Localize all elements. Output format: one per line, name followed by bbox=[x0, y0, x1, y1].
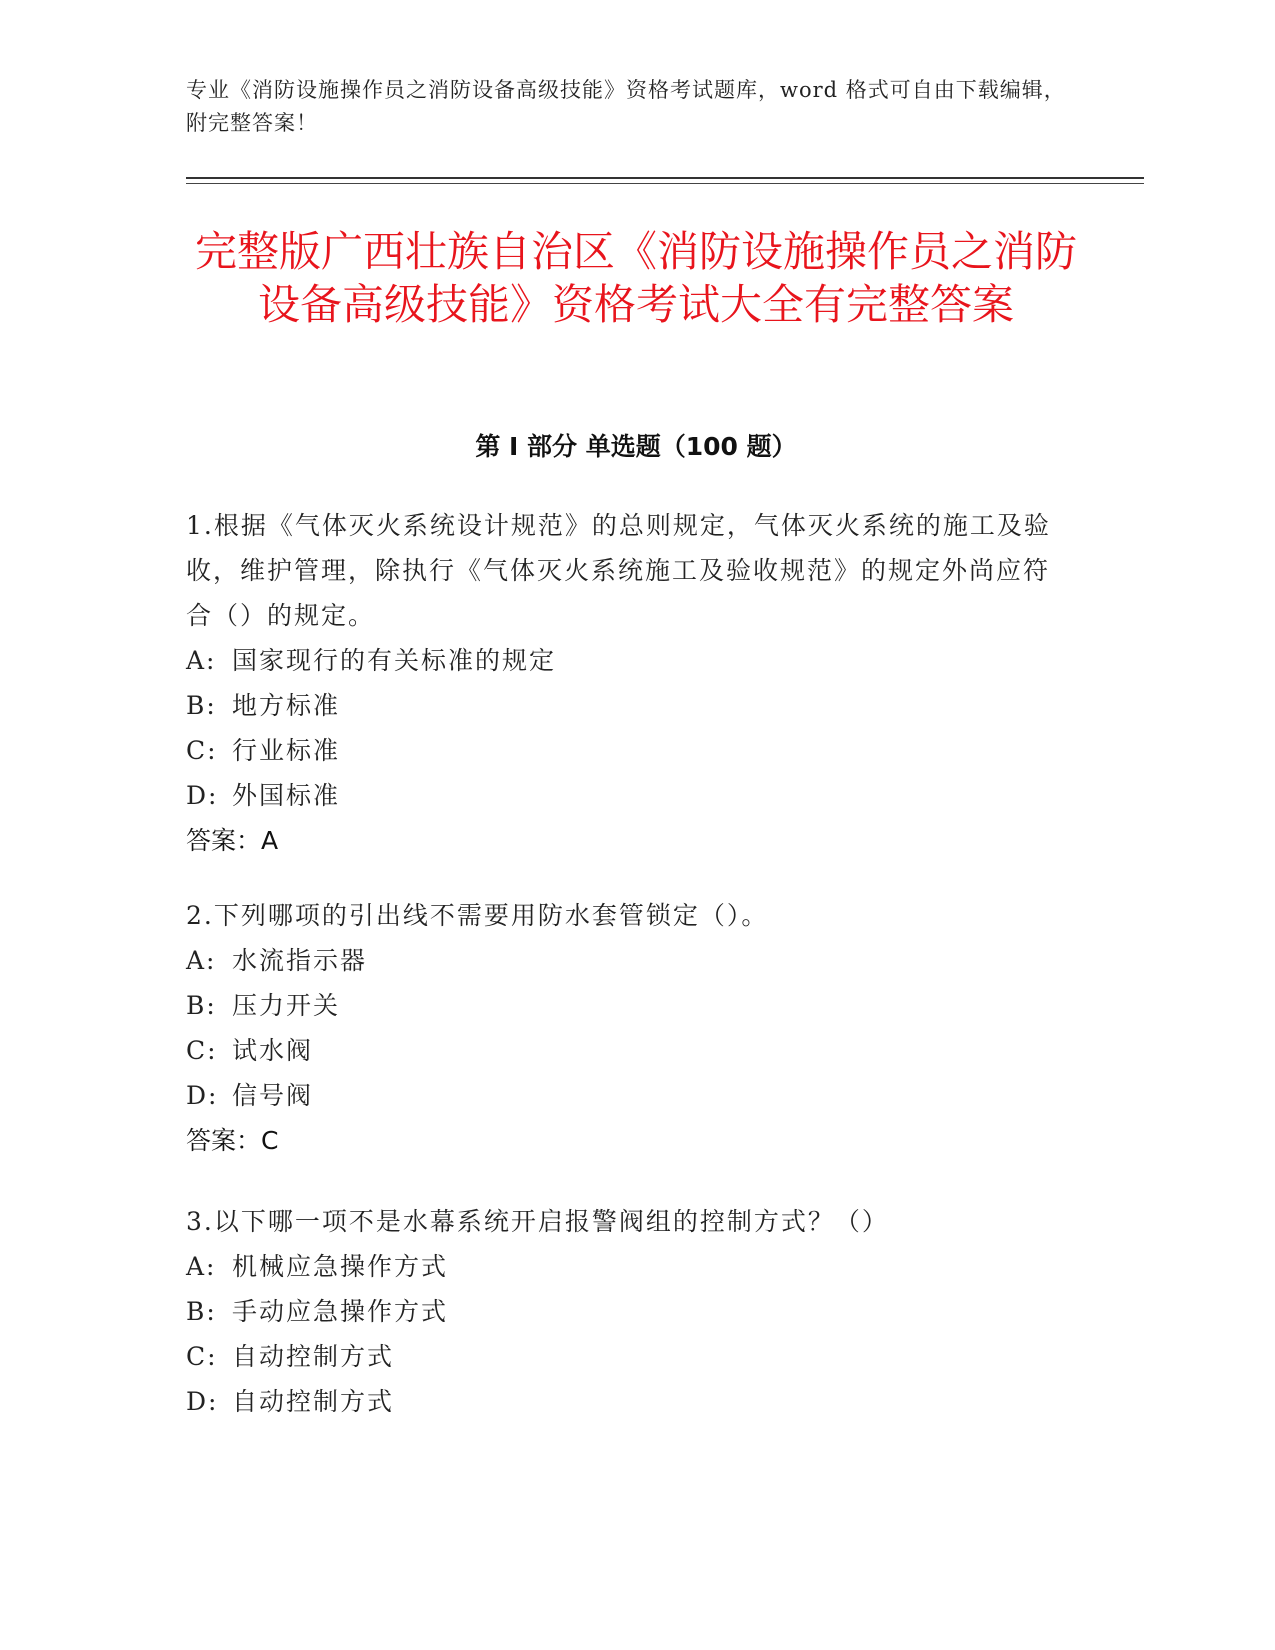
question-1 bbox=[186, 503, 1066, 863]
option-text: 行业标准 bbox=[232, 736, 341, 765]
option-letter: D: bbox=[186, 781, 219, 810]
option-letter: D: bbox=[186, 1387, 219, 1416]
answer: 答案：A bbox=[186, 826, 279, 855]
option-letter: B: bbox=[186, 691, 217, 720]
document-title: 完整版广西壮族自治区《消防设施操作员之消防设备高级技能》资格考试大全有完整答案 bbox=[194, 227, 1077, 329]
option-text: 压力开关 bbox=[232, 991, 341, 1020]
option-letter: C: bbox=[186, 736, 218, 765]
question-text: 3.以下哪一项不是水幕系统开启报警阀组的控制方式？（） bbox=[186, 1207, 889, 1236]
option-letter: A: bbox=[186, 646, 217, 675]
header-divider-thin bbox=[186, 183, 1144, 184]
question-text: 1.根据《气体灭火系统设计规范》的总则规定，气体灭火系统的施工及验收，维护管理，除执行《气体灭火系统施工及验收规范》的规定外尚应符合（）的规定。 bbox=[186, 511, 1051, 630]
option-a bbox=[186, 1244, 1066, 1289]
question-3 bbox=[186, 1199, 1066, 1424]
option-letter: C: bbox=[186, 1342, 218, 1371]
option-text: 自动控制方式 bbox=[232, 1387, 395, 1416]
option-d bbox=[186, 1379, 1066, 1424]
option-text: 自动控制方式 bbox=[232, 1342, 395, 1371]
option-letter: A: bbox=[186, 1252, 217, 1281]
option-text: 手动应急操作方式 bbox=[232, 1297, 449, 1326]
option-a bbox=[186, 938, 1066, 983]
option-a bbox=[186, 638, 1066, 683]
header-note: 专业《消防设施操作员之消防设备高级技能》资格考试题库，word 格式可自由下载编辑，附完整答案！ bbox=[186, 78, 1066, 135]
option-text: 信号阀 bbox=[232, 1081, 314, 1110]
option-b bbox=[186, 683, 1066, 728]
option-c bbox=[186, 1334, 1066, 1379]
option-text: 国家现行的有关标准的规定 bbox=[232, 646, 557, 675]
option-letter: B: bbox=[186, 1297, 217, 1326]
option-text: 水流指示器 bbox=[232, 946, 368, 975]
question-text: 2.下列哪项的引出线不需要用防水套管锁定（）。 bbox=[186, 901, 769, 930]
option-b bbox=[186, 983, 1066, 1028]
answer: 答案：C bbox=[186, 1126, 279, 1155]
question-2 bbox=[186, 893, 1066, 1163]
header-divider-thick bbox=[186, 177, 1144, 179]
option-text: 机械应急操作方式 bbox=[232, 1252, 449, 1281]
option-text: 试水阀 bbox=[232, 1036, 314, 1065]
section-title: 第 I 部分 单选题（100 题） bbox=[475, 432, 797, 461]
option-b bbox=[186, 1289, 1066, 1334]
option-d bbox=[186, 1073, 1066, 1118]
option-letter: D: bbox=[186, 1081, 219, 1110]
option-text: 外国标准 bbox=[232, 781, 341, 810]
option-letter: C: bbox=[186, 1036, 218, 1065]
option-c bbox=[186, 1028, 1066, 1073]
option-letter: B: bbox=[186, 991, 217, 1020]
option-letter: A: bbox=[186, 946, 217, 975]
option-c bbox=[186, 728, 1066, 773]
option-text: 地方标准 bbox=[232, 691, 341, 720]
option-d bbox=[186, 773, 1066, 818]
